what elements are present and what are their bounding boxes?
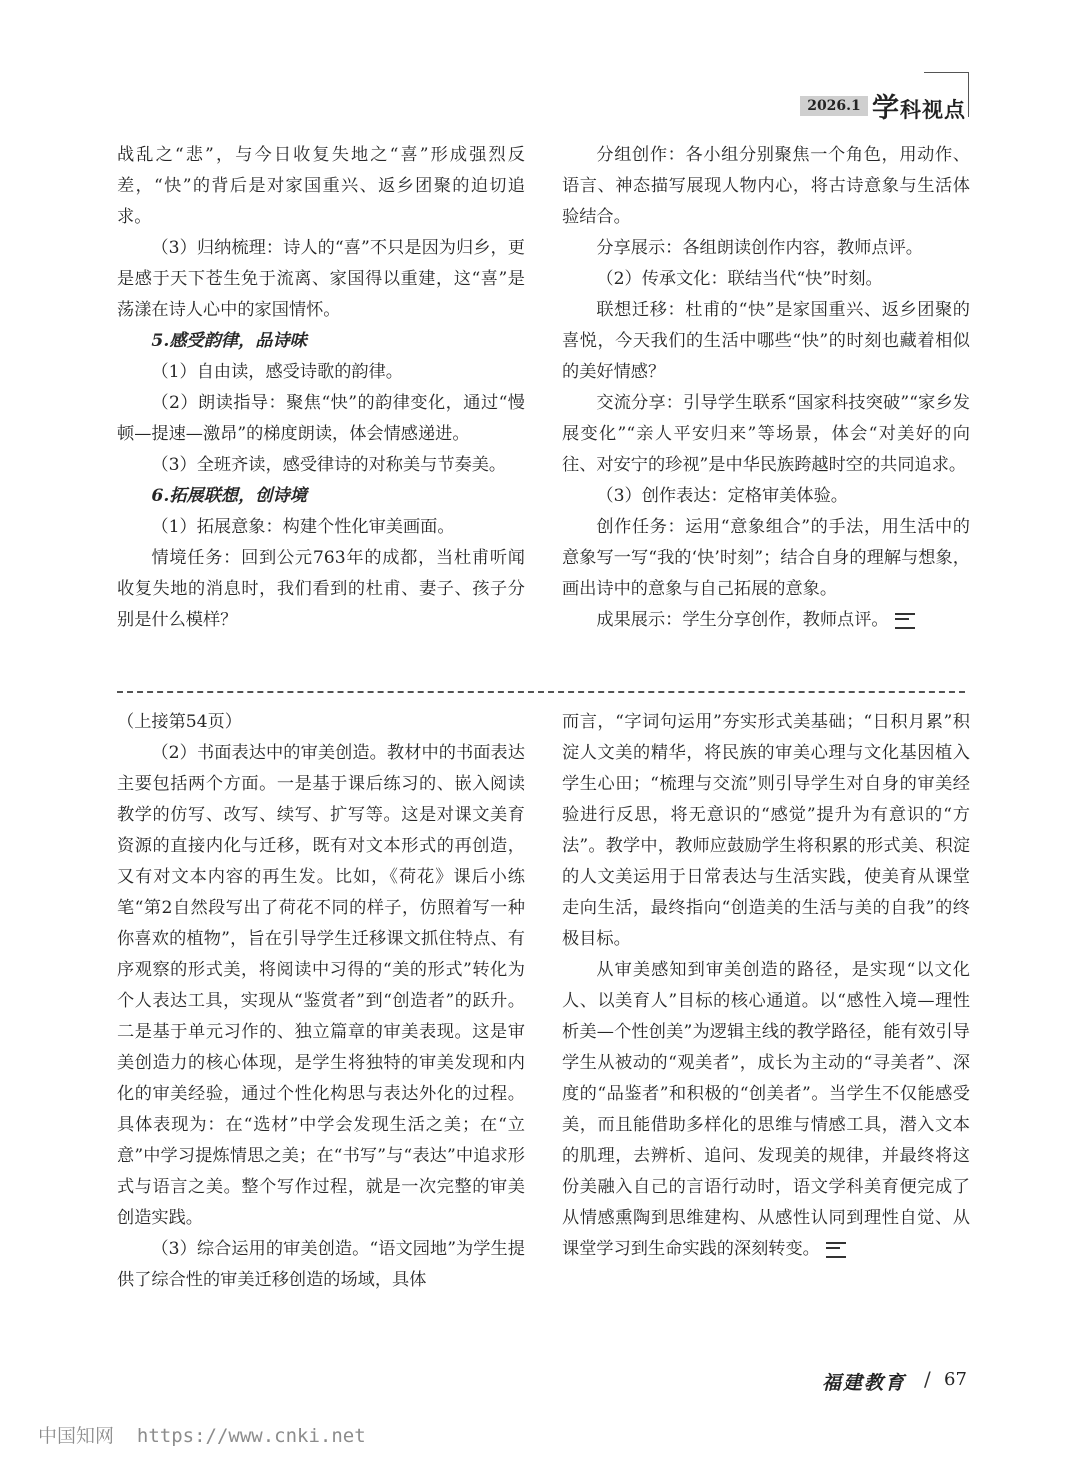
section-heading: 6.拓展联想，创诗境 [151,486,307,506]
paragraph: 战乱之“悲”，与今日收复失地之“喜”形成强烈反差，“快”的背后是对家国重兴、返乡团聚的迫切追求。 [117,145,525,227]
paragraph: （2）传承文化：联结当代“快”时刻。 [596,269,883,289]
paragraph: 情境任务：回到公元763年的成都，当杜甫听闻收复失地的消息时，我们看到的杜甫、妻子、孩子分别是什么模样？ [117,548,525,630]
lower-right-column [562,707,970,1265]
paragraph: （3）创作表达：定格审美体验。 [596,486,848,506]
section-title [872,86,966,124]
cnki-watermark: 中国知网 https://www.cnki.net [38,1425,366,1447]
paragraph: 而言，“字词句运用”夯实形式美基础；“日积月累”积淀人文美的精华，将民族的审美心理与文化基因植入学生心田；“梳理与交流”则引导学生对自身的审美经验进行反思，将无意识的“感觉”提升为有意识的“方法”。教学中，教师应鼓励学生将积累的形式美、积淀的人文美运用于日常表达与生活实践，使美育从课堂走向生活，最终指向“创造美的生活与美的自我”的终极目标。 [562,712,970,949]
section-title-rest: 科视点 [900,97,966,122]
paragraph: （3）全班齐读，感受律诗的对称美与节奏美。 [151,455,507,475]
journal-name: 福建教育 [822,1372,907,1394]
upper-left-column [117,140,525,636]
paragraph-text: 成果展示：学生分享创作，教师点评。 [596,610,889,630]
paragraph-text: 从审美感知到审美创造的路径，是实现“以文化人、以美育人”目标的核心通道。以“感性入境—理性析美—个性创美”为逻辑主线的教学路径，能有效引导学生从被动的“观美者”，成长为主动的“寻美者”、深度的“品鉴者”和积极的“创美者”。当学生不仅能感受美，而且能借助多样化的思维与情感工具，潜入文本的肌理，去辨析、追问、发现美的规律，并最终将这份美融入自己的言语行动时，语文学科美育便完成了从情感熏陶到思维建构、从感性认同到理性自觉、从课堂学习到生命实践的深刻转变。 [562,960,970,1259]
paragraph: 创作任务：运用“意象组合”的手法，用生活中的意象写一写“我的‘快’时刻”；结合自身的理解与想象，画出诗中的意象与自己拓展的意象。 [562,517,970,599]
paragraph: （3）综合运用的审美创造。“语文园地”为学生提供了综合性的审美迁移创造的场域，具体 [117,1239,525,1290]
upper-right-column [562,140,970,636]
paragraph: 联想迁移：杜甫的“快”是家国重兴、返乡团聚的喜悦，今天我们的生活中哪些“快”的时刻也藏着相似的美好情感？ [562,300,970,382]
footer-separator: / [924,1367,931,1391]
section-heading: 5.感受韵律，品诗味 [151,331,307,351]
paragraph-last [562,955,970,1265]
paragraph-last [562,605,970,636]
page-number: 67 [944,1369,967,1390]
paragraph: 分组创作：各小组分别聚焦一个角色，用动作、语言、神态描写展现人物内心，将古诗意象与生活体验结合。 [562,145,970,227]
paragraph: （1）自由读，感受诗歌的韵律。 [151,362,403,382]
paragraph: （3）归纳梳理：诗人的“喜”不只是因为归乡，更是感于天下苍生免于流离、家国得以重建，这“喜”是荡漾在诗人心中的家国情怀。 [117,238,525,320]
continuation-note: （上接第54页） [117,712,242,732]
paragraph: （1）拓展意象：构建个性化审美画面。 [151,517,455,537]
issue-date: 2026.1 [800,96,868,116]
paragraph: （2）朗读指导：聚焦“快”的韵律变化，通过“慢顿—提速—激昂”的梯度朗读，体会情感递进。 [117,393,525,444]
paragraph: 交流分享：引导学生联系“国家科技突破”“家乡发展变化”“亲人平安归来”等场景，体会“对美好的向往、对安宁的珍视”是中华民族跨越时空的共同追求。 [562,393,970,475]
section-title-first: 学 [872,93,900,124]
end-mark-icon [895,613,915,629]
paragraph: 分享展示：各组朗读创作内容，教师点评。 [596,238,923,258]
end-mark-icon [826,1242,846,1258]
article-divider [117,691,965,693]
lower-left-column [117,707,525,1296]
paragraph: （2）书面表达中的审美创造。教材中的书面表达主要包括两个方面。一是基于课后练习的、嵌入阅读教学的仿写、改写、续写、扩写等。这是对课文美育资源的直接内化与迁移，既有对文本形式的再创造，又有对文本内容的再生发。比如，《荷花》课后小练笔“第2自然段写出了荷花不同的样子，仿照着写一种你喜欢的植物”，旨在引导学生迁移课文抓住特点、有序观察的形式美，将阅读中习得的“美的形式”转化为个人表达工具，实现从“鉴赏者”到“创造者”的跃升。二是基于单元习作的、独立篇章的审美表现。这是审美创造力的核心体现，是学生将独特的审美发现和内化的审美经验，通过个性化构思与表达外化的过程。具体表现为：在“选材”中学会发现生活之美；在“立意”中学习提炼情思之美；在“书写”与“表达”中追求形式与语言之美。整个写作过程，就是一次完整的审美创造实践。 [117,743,525,1228]
